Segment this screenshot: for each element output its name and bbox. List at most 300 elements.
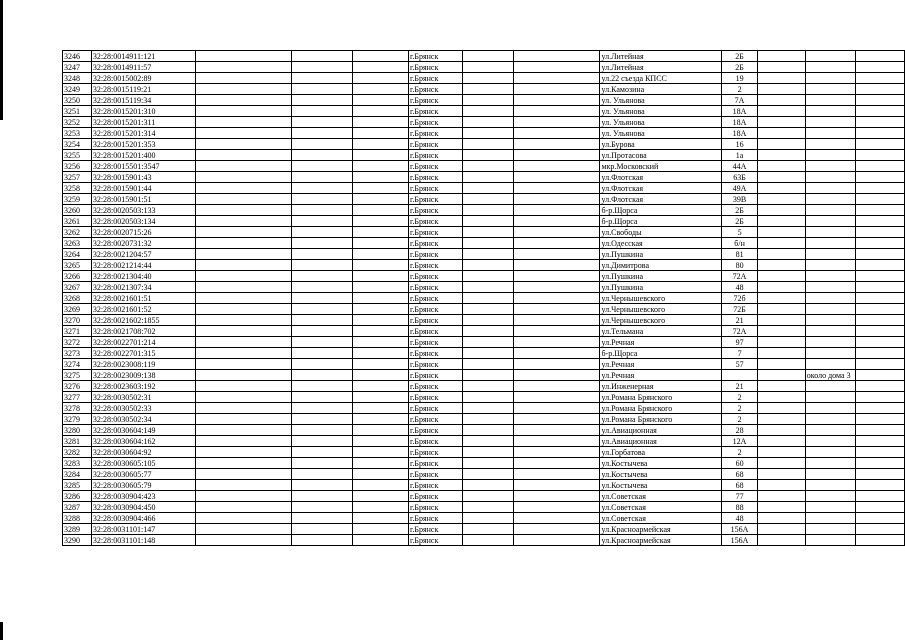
empty-cell — [196, 502, 292, 513]
empty-cell — [196, 194, 292, 205]
note-cell — [805, 403, 855, 414]
note-cell — [805, 84, 855, 95]
street-cell: ул.Советская — [600, 502, 721, 513]
house-number: 2 — [721, 447, 758, 458]
empty-cell — [758, 337, 805, 348]
empty-cell — [462, 480, 513, 491]
note-cell — [805, 513, 855, 524]
table-row — [63, 469, 905, 480]
cadastral-number: 32:28:0014911:121 — [91, 51, 195, 62]
empty-cell — [855, 260, 904, 271]
empty-cell — [513, 315, 600, 326]
empty-cell — [196, 73, 292, 84]
empty-cell — [352, 161, 408, 172]
empty-cell — [196, 381, 292, 392]
row-number: 3283 — [63, 458, 92, 469]
empty-cell — [758, 216, 805, 227]
note-cell — [805, 491, 855, 502]
empty-cell — [196, 282, 292, 293]
empty-cell — [196, 62, 292, 73]
empty-cell — [855, 502, 904, 513]
table-row — [63, 150, 905, 161]
row-number: 3256 — [63, 161, 92, 172]
street-cell: ул.Романа Брянского — [600, 414, 721, 425]
empty-cell — [758, 73, 805, 84]
row-number: 3274 — [63, 359, 92, 370]
street-cell: ул.Литейная — [600, 62, 721, 73]
empty-cell — [291, 535, 352, 546]
note-cell — [805, 51, 855, 62]
empty-cell — [462, 172, 513, 183]
table-row — [63, 392, 905, 403]
cadastral-number: 32:28:0030502:34 — [91, 414, 195, 425]
house-number: 18А — [721, 106, 758, 117]
empty-cell — [291, 150, 352, 161]
street-cell: ул.Авиационная — [600, 436, 721, 447]
cadastral-number: 32:28:0023603:192 — [91, 381, 195, 392]
city-cell: г.Брянск — [408, 370, 462, 381]
note-cell — [805, 161, 855, 172]
empty-cell — [291, 73, 352, 84]
cadastral-number: 32:28:0030605:77 — [91, 469, 195, 480]
empty-cell — [462, 326, 513, 337]
empty-cell — [462, 227, 513, 238]
empty-cell — [352, 370, 408, 381]
street-cell: ул.Красноармейская — [600, 535, 721, 546]
empty-cell — [513, 238, 600, 249]
empty-cell — [513, 128, 600, 139]
empty-cell — [855, 469, 904, 480]
house-number: 97 — [721, 337, 758, 348]
row-number: 3246 — [63, 51, 92, 62]
empty-cell — [291, 304, 352, 315]
empty-cell — [462, 469, 513, 480]
empty-cell — [758, 161, 805, 172]
street-cell: ул.Романа Брянского — [600, 403, 721, 414]
empty-cell — [855, 458, 904, 469]
empty-cell — [462, 128, 513, 139]
empty-cell — [462, 502, 513, 513]
empty-cell — [291, 436, 352, 447]
empty-cell — [758, 414, 805, 425]
cadastral-number: 32:28:0030605:105 — [91, 458, 195, 469]
empty-cell — [462, 403, 513, 414]
street-cell: ул. Ульянова — [600, 128, 721, 139]
table-row — [63, 304, 905, 315]
empty-cell — [758, 205, 805, 216]
empty-cell — [855, 84, 904, 95]
cadastral-number: 32:28:0020503:133 — [91, 205, 195, 216]
empty-cell — [855, 337, 904, 348]
street-cell: ул.Камозина — [600, 84, 721, 95]
cadastral-number: 32:28:0023008:119 — [91, 359, 195, 370]
table-row — [63, 381, 905, 392]
note-cell — [805, 139, 855, 150]
row-number: 3265 — [63, 260, 92, 271]
city-cell: г.Брянск — [408, 216, 462, 227]
table-row — [63, 370, 905, 381]
empty-cell — [855, 117, 904, 128]
table-row — [63, 51, 905, 62]
empty-cell — [758, 348, 805, 359]
table-row — [63, 62, 905, 73]
cadastral-number: 32:28:0015201:353 — [91, 139, 195, 150]
empty-cell — [196, 249, 292, 260]
note-cell — [805, 73, 855, 84]
empty-cell — [291, 95, 352, 106]
note-cell — [805, 194, 855, 205]
empty-cell — [855, 447, 904, 458]
row-number: 3268 — [63, 293, 92, 304]
cadastral-number: 32:28:0030904:450 — [91, 502, 195, 513]
house-number: 156А — [721, 524, 758, 535]
empty-cell — [855, 535, 904, 546]
row-number: 3253 — [63, 128, 92, 139]
house-number: 5 — [721, 227, 758, 238]
city-cell: г.Брянск — [408, 62, 462, 73]
empty-cell — [758, 436, 805, 447]
empty-cell — [855, 348, 904, 359]
city-cell: г.Брянск — [408, 73, 462, 84]
empty-cell — [462, 249, 513, 260]
city-cell: г.Брянск — [408, 183, 462, 194]
empty-cell — [291, 84, 352, 95]
empty-cell — [855, 172, 904, 183]
city-cell: г.Брянск — [408, 227, 462, 238]
empty-cell — [462, 370, 513, 381]
house-number: 1а — [721, 150, 758, 161]
empty-cell — [758, 304, 805, 315]
empty-cell — [462, 348, 513, 359]
street-cell: ул.Чернышевского — [600, 315, 721, 326]
empty-cell — [196, 139, 292, 150]
empty-cell — [196, 348, 292, 359]
empty-cell — [352, 73, 408, 84]
empty-cell — [855, 216, 904, 227]
city-cell: г.Брянск — [408, 392, 462, 403]
table-row — [63, 139, 905, 150]
empty-cell — [758, 513, 805, 524]
empty-cell — [758, 480, 805, 491]
empty-cell — [352, 458, 408, 469]
empty-cell — [462, 304, 513, 315]
empty-cell — [758, 370, 805, 381]
house-number: 80 — [721, 260, 758, 271]
house-number: 72А — [721, 326, 758, 337]
empty-cell — [758, 359, 805, 370]
empty-cell — [513, 282, 600, 293]
empty-cell — [291, 271, 352, 282]
empty-cell — [758, 249, 805, 260]
empty-cell — [513, 403, 600, 414]
table-row — [63, 282, 905, 293]
empty-cell — [758, 447, 805, 458]
row-number: 3261 — [63, 216, 92, 227]
city-cell: г.Брянск — [408, 304, 462, 315]
empty-cell — [513, 172, 600, 183]
table-row — [63, 513, 905, 524]
house-number: 72Б — [721, 304, 758, 315]
empty-cell — [758, 524, 805, 535]
empty-cell — [855, 392, 904, 403]
empty-cell — [513, 502, 600, 513]
empty-cell — [462, 84, 513, 95]
empty-cell — [352, 84, 408, 95]
table-row — [63, 458, 905, 469]
empty-cell — [513, 326, 600, 337]
empty-cell — [513, 95, 600, 106]
cadastral-number: 32:28:0030502:31 — [91, 392, 195, 403]
note-cell — [805, 304, 855, 315]
empty-cell — [352, 436, 408, 447]
empty-cell — [855, 491, 904, 502]
empty-cell — [513, 304, 600, 315]
empty-cell — [855, 425, 904, 436]
note-cell — [805, 458, 855, 469]
empty-cell — [758, 425, 805, 436]
empty-cell — [352, 227, 408, 238]
empty-cell — [462, 216, 513, 227]
empty-cell — [855, 249, 904, 260]
city-cell: г.Брянск — [408, 238, 462, 249]
street-cell: ул.Советская — [600, 491, 721, 502]
empty-cell — [758, 282, 805, 293]
city-cell: г.Брянск — [408, 161, 462, 172]
row-number: 3289 — [63, 524, 92, 535]
row-number: 3262 — [63, 227, 92, 238]
empty-cell — [513, 370, 600, 381]
house-number: 44А — [721, 161, 758, 172]
empty-cell — [196, 326, 292, 337]
cadastral-number: 32:28:0021304:40 — [91, 271, 195, 282]
empty-cell — [291, 381, 352, 392]
house-number: 16 — [721, 139, 758, 150]
empty-cell — [196, 447, 292, 458]
note-cell — [805, 414, 855, 425]
house-number: 7 — [721, 348, 758, 359]
empty-cell — [196, 436, 292, 447]
house-number: 39В — [721, 194, 758, 205]
empty-cell — [855, 62, 904, 73]
empty-cell — [513, 205, 600, 216]
empty-cell — [462, 62, 513, 73]
street-cell: ул.Чернышевского — [600, 293, 721, 304]
empty-cell — [462, 535, 513, 546]
street-cell: ул.Флотская — [600, 183, 721, 194]
city-cell: г.Брянск — [408, 524, 462, 535]
city-cell: г.Брянск — [408, 348, 462, 359]
street-cell: ул.Костычева — [600, 469, 721, 480]
empty-cell — [196, 150, 292, 161]
city-cell: г.Брянск — [408, 447, 462, 458]
city-cell: г.Брянск — [408, 315, 462, 326]
empty-cell — [291, 238, 352, 249]
table-row — [63, 348, 905, 359]
empty-cell — [855, 326, 904, 337]
empty-cell — [291, 51, 352, 62]
empty-cell — [513, 271, 600, 282]
street-cell: ул.Флотская — [600, 194, 721, 205]
empty-cell — [196, 535, 292, 546]
street-cell: ул.Флотская — [600, 172, 721, 183]
cadastral-number: 32:28:0030604:162 — [91, 436, 195, 447]
empty-cell — [291, 128, 352, 139]
empty-cell — [196, 469, 292, 480]
row-number: 3280 — [63, 425, 92, 436]
empty-cell — [758, 95, 805, 106]
street-cell: мкр.Московский — [600, 161, 721, 172]
note-cell — [805, 392, 855, 403]
empty-cell — [758, 260, 805, 271]
table-row — [63, 194, 905, 205]
empty-cell — [513, 348, 600, 359]
empty-cell — [196, 370, 292, 381]
empty-cell — [291, 491, 352, 502]
house-number — [721, 370, 758, 381]
empty-cell — [352, 260, 408, 271]
cadastral-number: 32:28:0021601:51 — [91, 293, 195, 304]
empty-cell — [758, 315, 805, 326]
note-cell — [805, 282, 855, 293]
empty-cell — [855, 480, 904, 491]
empty-cell — [196, 172, 292, 183]
city-cell: г.Брянск — [408, 469, 462, 480]
empty-cell — [462, 271, 513, 282]
empty-cell — [462, 337, 513, 348]
empty-cell — [855, 150, 904, 161]
city-cell: г.Брянск — [408, 359, 462, 370]
city-cell: г.Брянск — [408, 491, 462, 502]
street-cell: ул.Авиационная — [600, 425, 721, 436]
empty-cell — [352, 315, 408, 326]
street-cell: ул.Речная — [600, 370, 721, 381]
empty-cell — [462, 293, 513, 304]
empty-cell — [352, 205, 408, 216]
street-cell: ул.Тельмана — [600, 326, 721, 337]
empty-cell — [855, 304, 904, 315]
empty-cell — [855, 183, 904, 194]
table-row — [63, 117, 905, 128]
note-cell — [805, 381, 855, 392]
cadastral-number: 32:28:0030605:79 — [91, 480, 195, 491]
empty-cell — [462, 436, 513, 447]
street-cell: ул.Пушкина — [600, 249, 721, 260]
table-row — [63, 183, 905, 194]
empty-cell — [855, 293, 904, 304]
city-cell: г.Брянск — [408, 513, 462, 524]
row-number: 3269 — [63, 304, 92, 315]
empty-cell — [352, 326, 408, 337]
cadastral-number: 32:28:0020503:134 — [91, 216, 195, 227]
empty-cell — [462, 425, 513, 436]
empty-cell — [196, 359, 292, 370]
cadastral-number: 32:28:0021602:1855 — [91, 315, 195, 326]
row-number: 3271 — [63, 326, 92, 337]
cadastral-number: 32:28:0015201:310 — [91, 106, 195, 117]
city-cell: г.Брянск — [408, 84, 462, 95]
street-cell: ул.Бурова — [600, 139, 721, 150]
table-row — [63, 227, 905, 238]
house-number: 21 — [721, 381, 758, 392]
note-cell — [805, 447, 855, 458]
note-cell — [805, 216, 855, 227]
city-cell: г.Брянск — [408, 293, 462, 304]
row-number: 3249 — [63, 84, 92, 95]
house-number: 12А — [721, 436, 758, 447]
city-cell: г.Брянск — [408, 95, 462, 106]
note-cell — [805, 271, 855, 282]
house-number: 68 — [721, 480, 758, 491]
house-number: 48 — [721, 282, 758, 293]
empty-cell — [291, 315, 352, 326]
empty-cell — [462, 513, 513, 524]
note-cell — [805, 249, 855, 260]
empty-cell — [855, 238, 904, 249]
house-number: 48 — [721, 513, 758, 524]
empty-cell — [513, 249, 600, 260]
street-cell: ул.Красноармейская — [600, 524, 721, 535]
empty-cell — [855, 161, 904, 172]
house-number: 2Б — [721, 62, 758, 73]
empty-cell — [352, 491, 408, 502]
city-cell: г.Брянск — [408, 128, 462, 139]
cadastral-number: 32:28:0015119:21 — [91, 84, 195, 95]
empty-cell — [291, 392, 352, 403]
empty-cell — [462, 447, 513, 458]
empty-cell — [513, 194, 600, 205]
empty-cell — [758, 128, 805, 139]
city-cell: г.Брянск — [408, 150, 462, 161]
house-number: 18А — [721, 128, 758, 139]
empty-cell — [855, 106, 904, 117]
row-number: 3266 — [63, 271, 92, 282]
empty-cell — [513, 139, 600, 150]
row-number: 3263 — [63, 238, 92, 249]
row-number: 3277 — [63, 392, 92, 403]
cadastral-number: 32:28:0021708:702 — [91, 326, 195, 337]
table-row — [63, 95, 905, 106]
empty-cell — [758, 469, 805, 480]
table-row — [63, 535, 905, 546]
note-cell — [805, 128, 855, 139]
city-cell: г.Брянск — [408, 502, 462, 513]
row-number: 3290 — [63, 535, 92, 546]
empty-cell — [196, 524, 292, 535]
empty-cell — [462, 282, 513, 293]
empty-cell — [291, 260, 352, 271]
street-cell: ул.Пушкина — [600, 271, 721, 282]
scan-edge-mark-top — [0, 0, 3, 120]
city-cell: г.Брянск — [408, 436, 462, 447]
table-row — [63, 403, 905, 414]
row-number: 3255 — [63, 150, 92, 161]
street-cell: ул.Костычева — [600, 458, 721, 469]
empty-cell — [855, 128, 904, 139]
empty-cell — [513, 51, 600, 62]
empty-cell — [196, 315, 292, 326]
empty-cell — [462, 414, 513, 425]
street-cell: ул.Советская — [600, 513, 721, 524]
street-cell: ул.Романа Брянского — [600, 392, 721, 403]
empty-cell — [855, 95, 904, 106]
empty-cell — [291, 370, 352, 381]
empty-cell — [352, 194, 408, 205]
city-cell: г.Брянск — [408, 106, 462, 117]
empty-cell — [196, 480, 292, 491]
street-cell: ул.Костычева — [600, 480, 721, 491]
row-number: 3270 — [63, 315, 92, 326]
cadastral-number: 32:28:0015901:51 — [91, 194, 195, 205]
